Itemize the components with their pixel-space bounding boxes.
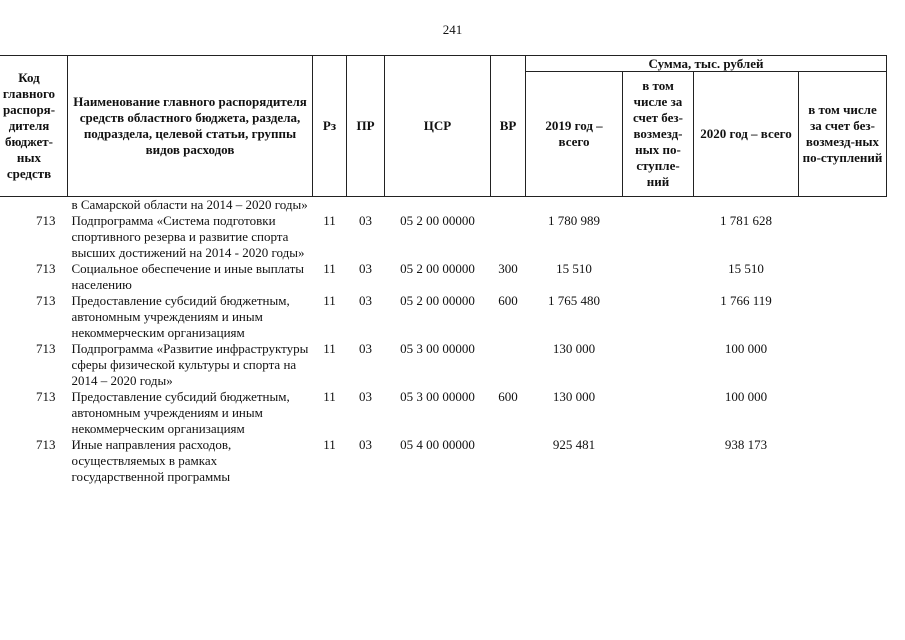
cell-rz: 11 (323, 213, 336, 228)
cell-csr: 05 2 00 00000 (400, 261, 475, 276)
cell-pr: 03 (359, 341, 372, 356)
header-name: Наименование главного распорядителя средств областного бюджета, раздела, подраздела, целевой статьи, группы видов расходов (68, 56, 313, 197)
cell-2020-grants (799, 437, 887, 485)
cell-csr: 05 2 00 00000 (400, 213, 475, 228)
table-row (0, 213, 887, 261)
header-rz: Рз (313, 56, 347, 197)
cell-csr: 05 4 00 00000 (400, 437, 475, 452)
cell-2019-grants (623, 213, 694, 261)
cell-vr (491, 437, 526, 485)
table-row (0, 197, 887, 214)
cell-vr: 600 (498, 293, 518, 308)
cell-2019-total: 925 481 (552, 437, 596, 452)
table-row (0, 293, 887, 341)
cell-pr: 03 (359, 437, 372, 452)
cell-code: 713 (36, 293, 56, 308)
header-2020-grants: в том числе за счет без-возмезд-ных по-ступлений (799, 72, 887, 197)
table-row (0, 261, 887, 293)
cell-code (0, 197, 68, 214)
cell-2019-total: 130 000 (552, 341, 596, 356)
cell-csr: 05 2 00 00000 (400, 293, 475, 308)
cell-name: Предоставление субсидий бюджетным, автономным учреждениям и иным некоммерческим организациям (71, 293, 290, 340)
cell-rz: 11 (323, 389, 336, 404)
cell-2020-total: 100 000 (724, 341, 768, 356)
cell-2019-grants (623, 437, 694, 485)
cell-2019-grants (623, 389, 694, 437)
cell-2019-total: 1 765 480 (548, 293, 600, 308)
page-number: 241 (442, 22, 463, 37)
table-row (0, 341, 887, 389)
cell-pr (347, 197, 385, 214)
cell-2020-grants (799, 341, 887, 389)
header-2020-total: 2020 год – всего (694, 72, 799, 197)
header-sum-group: Сумма, тыс. рублей (526, 56, 887, 72)
table-row (0, 389, 887, 437)
cell-code: 713 (36, 261, 56, 276)
cell-pr: 03 (359, 389, 372, 404)
cell-2020-total: 1 781 628 (720, 213, 772, 228)
header-csr: ЦСР (385, 56, 491, 197)
cell-csr: 05 3 00 00000 (400, 341, 475, 356)
cell-2019-total (526, 197, 623, 214)
cell-2019-total: 130 000 (552, 389, 596, 404)
cell-2020-grants (799, 389, 887, 437)
cell-2020-grants (799, 213, 887, 261)
cell-name: в Самарской области на 2014 – 2020 годы» (71, 197, 308, 212)
table-header (0, 56, 887, 197)
cell-2019-total: 15 510 (556, 261, 592, 276)
cell-2020-total (694, 197, 799, 214)
cell-vr (491, 341, 526, 389)
header-vr: ВР (491, 56, 526, 197)
cell-2020-total: 938 173 (724, 437, 768, 452)
cell-pr: 03 (359, 213, 372, 228)
cell-rz (313, 197, 347, 214)
cell-2019-grants (623, 293, 694, 341)
cell-csr (385, 197, 491, 214)
header-pr: ПР (347, 56, 385, 197)
cell-vr (491, 213, 526, 261)
table-row (0, 437, 887, 485)
cell-rz: 11 (323, 437, 336, 452)
cell-2020-total: 15 510 (728, 261, 764, 276)
header-code: Код главного распоря-дителя бюджет-ных средств (0, 56, 68, 197)
cell-name: Подпрограмма «Система подготовки спортивного резерва и развитие спорта высших достижений на 2014 - 2020 годы» (71, 213, 305, 260)
cell-pr: 03 (359, 293, 372, 308)
cell-rz: 11 (323, 293, 336, 308)
cell-2020-grants (799, 197, 887, 214)
cell-name: Социальное обеспечение и иные выплаты населению (71, 261, 305, 292)
cell-2019-grants (623, 197, 694, 214)
cell-rz: 11 (323, 341, 336, 356)
cell-2020-grants (799, 293, 887, 341)
cell-csr: 05 3 00 00000 (400, 389, 475, 404)
cell-vr: 300 (498, 261, 518, 276)
cell-code: 713 (36, 341, 56, 356)
cell-2020-total: 1 766 119 (720, 293, 772, 308)
cell-code: 713 (36, 437, 56, 452)
cell-vr: 600 (498, 389, 518, 404)
cell-vr (491, 197, 526, 214)
cell-name: Иные направления расходов, осуществляемых в рамках государственной программы (71, 437, 232, 484)
header-2019-grants: в том числе за счет без-возмезд-ных по-ступле-ний (623, 72, 694, 197)
cell-name: Подпрограмма «Развитие инфраструктуры сферы физической культуры и спорта на 2014 – 2020 годы» (71, 341, 309, 388)
table-body (0, 197, 887, 486)
cell-pr: 03 (359, 261, 372, 276)
cell-rz: 11 (323, 261, 336, 276)
cell-2020-total: 100 000 (724, 389, 768, 404)
budget-table (0, 55, 887, 485)
cell-code: 713 (36, 389, 56, 404)
header-2019-total: 2019 год – всего (526, 72, 623, 197)
cell-2019-grants (623, 341, 694, 389)
cell-2019-total: 1 780 989 (548, 213, 600, 228)
cell-2019-grants (623, 261, 694, 293)
cell-2020-grants (799, 261, 887, 293)
cell-name: Предоставление субсидий бюджетным, автономным учреждениям и иным некоммерческим организациям (71, 389, 290, 436)
cell-code: 713 (36, 213, 56, 228)
